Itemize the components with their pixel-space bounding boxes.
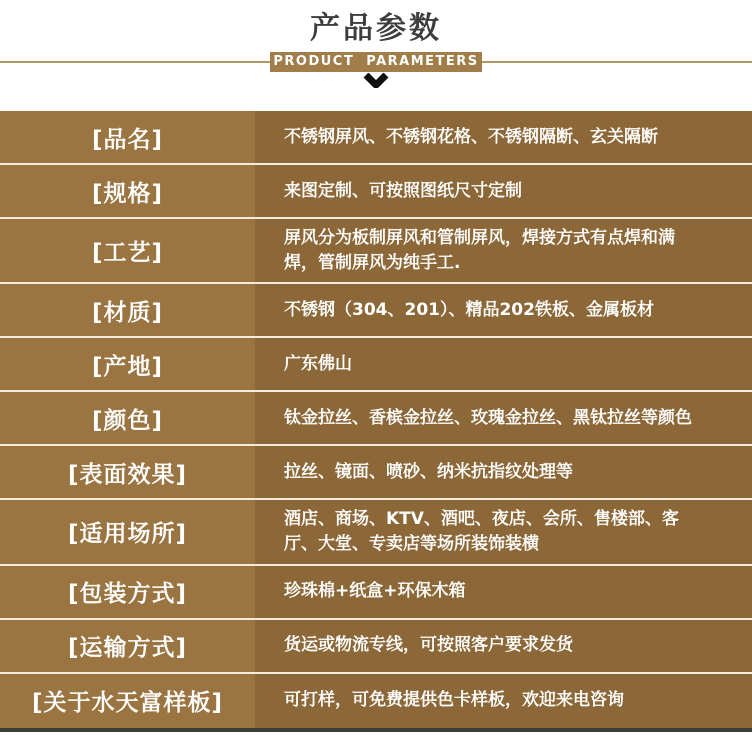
ribbon-row [0, 52, 752, 72]
table-row [0, 111, 752, 165]
row-value: 不锈钢屏风、不锈钢花格、不锈钢隔断、玄关隔断 [255, 111, 752, 163]
row-label: [品名] [0, 111, 255, 163]
row-label: [表面效果] [0, 446, 255, 498]
row-value: 钛金拉丝、香槟金拉丝、玫瑰金拉丝、黑钛拉丝等颜色 [255, 392, 752, 444]
table-row [0, 392, 752, 446]
row-value: 拉丝、镜面、喷砂、纳米抗指纹处理等 [255, 446, 752, 498]
row-value: 不锈钢（304、201）、精品202铁板、金属板材 [255, 284, 752, 336]
ribbon-line-left [0, 61, 270, 63]
table-row [0, 446, 752, 500]
row-value: 酒店、商场、KTV、酒吧、夜店、会所、售楼部、客厅、大堂、专卖店等场所装饰装横 [255, 500, 752, 563]
row-label: [包装方式] [0, 566, 255, 618]
table-row [0, 620, 752, 674]
row-label: [产地] [0, 338, 255, 390]
table-row [0, 284, 752, 338]
row-label: [运输方式] [0, 620, 255, 672]
row-value: 屏风分为板制屏风和管制屏风，焊接方式有点焊和满焊，管制屏风为纯手工. [255, 219, 752, 282]
row-value: 广东佛山 [255, 338, 752, 390]
ribbon-line-right [482, 61, 752, 63]
table-row [0, 219, 752, 284]
row-label: [颜色] [0, 392, 255, 444]
table-row [0, 338, 752, 392]
table-row [0, 674, 752, 728]
page-title: 产品参数 [310, 11, 442, 46]
page-header [0, 0, 752, 88]
ribbon-subtitle: PRODUCT PARAMETERS [270, 52, 482, 72]
row-label: [适用场所] [0, 500, 255, 563]
table-row [0, 165, 752, 219]
row-label: [关于水天富样板] [0, 674, 255, 728]
row-label: [规格] [0, 165, 255, 217]
parameter-table [0, 111, 752, 728]
row-value: 货运或物流专线，可按照客户要求发货 [255, 620, 752, 672]
table-row [0, 566, 752, 620]
chevron-down-icon [0, 73, 752, 88]
row-value: 可打样，可免费提供色卡样板，欢迎来电咨询 [255, 674, 752, 728]
table-row [0, 500, 752, 565]
row-label: [材质] [0, 284, 255, 336]
bottom-divider [0, 728, 752, 732]
row-value: 珍珠棉+纸盒+环保木箱 [255, 566, 752, 618]
row-label: [工艺] [0, 219, 255, 282]
row-value: 来图定制、可按照图纸尺寸定制 [255, 165, 752, 217]
